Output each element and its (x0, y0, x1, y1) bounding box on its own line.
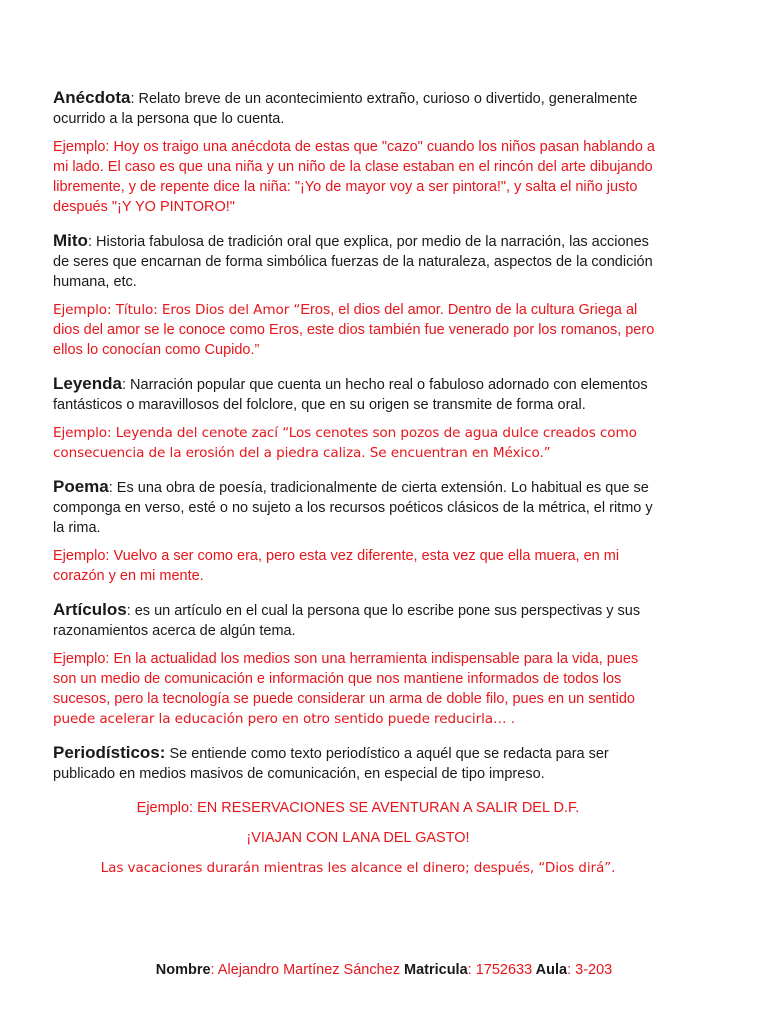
entry-periodisticos (53, 743, 663, 784)
entry-leyenda (53, 374, 663, 463)
definition-poema (53, 477, 663, 538)
example-mito (53, 300, 663, 360)
news-example-line-2: ¡VIAJAN CON LANA DEL GASTO! (246, 830, 470, 846)
news-example-line-3: Las vacaciones durarán mientras les alcance el dinero; después, “Dios dirá”. (100, 860, 616, 876)
matricula-value: : 1752633 (467, 962, 533, 978)
aula-value: : 3-203 (567, 962, 613, 978)
entry-articulos (53, 600, 663, 729)
example-text: Eros, el dios del amor. Dentro de la cultura Griega al dios del amor se le conoce como Eros, este dios también fue venerado por los romanos, pero ellos lo conocían como Cupido.” (53, 302, 655, 358)
aula-label: Aula (532, 962, 568, 978)
example-poema: Ejemplo: Vuelvo a ser como era, pero esta vez diferente, esta vez que ella muera, en mi corazón y en mi mente. (53, 548, 620, 584)
definition-periodisticos (53, 743, 663, 784)
term-leyenda: Leyenda (53, 374, 122, 393)
definition-text: : Es una obra de poesía, tradicionalmente de cierta extensión. Lo habitual es que se componga en verso, esté o no sujeto a los recursos poéticos clásicos de la métrica, el ritmo y la rima. (53, 480, 653, 536)
entry-mito (53, 231, 663, 360)
definition-text: : es un artículo en el cual la persona que lo escribe pone sus perspectivas y sus razonamientos acerca de algún tema. (53, 603, 641, 639)
definition-text: : Narración popular que cuenta un hecho real o fabuloso adornado con elementos fantásticos o maravillosos del folclore, que en su origen se transmite de forma oral. (53, 377, 648, 413)
news-example (53, 798, 663, 878)
example-tail: puede acelerar la educación pero en otro sentido puede reducirla… . (53, 711, 515, 727)
document-body (53, 88, 663, 888)
definition-anecdota (53, 88, 663, 129)
term-anecdota: Anécdota (53, 88, 131, 107)
example-articulos (53, 649, 663, 729)
example-anecdota: Ejemplo: Hoy os traigo una anécdota de estas que "cazo" cuando los niños pasan hablando a mi lado. El caso es que una niña y un niño de la clase estaban en el rincón del arte dibujando libremente, y de repente dice la niña: "¡Yo de mayor voy a ser pintora!", y salta el niño justo después "¡Y YO PINTORO!" (53, 139, 655, 215)
definition-leyenda (53, 374, 663, 415)
definition-text: : Historia fabulosa de tradición oral que explica, por medio de la narración, las acciones de seres que encarnan de forma simbólica fuerzas de la naturaleza, aspectos de la condición humana, etc. (53, 234, 653, 290)
term-periodisticos: Periodísticos: (53, 743, 166, 762)
entry-anecdota (53, 88, 663, 217)
student-info-footer (0, 960, 768, 980)
term-poema: Poema (53, 477, 109, 496)
example-leyenda: Ejemplo: Leyenda del cenote zací “Los cenotes son pozos de agua dulce creados como consecuencia de la erosión del a piedra caliza. Se encuentran en México.” (53, 425, 637, 461)
example-text: Ejemplo: En la actualidad los medios son una herramienta indispensable para la vida, pues son un medio de comunicación e información que nos mantiene informados de todos los sucesos, pero la tecnología se puede considerar un arma de doble filo, pues en un sentido (53, 651, 639, 707)
definition-text: Se entiende como texto periodístico a aquél que se redacta para ser publicado en medios masivos de comunicación, en especial de tipo impreso. (53, 746, 609, 782)
definition-mito (53, 231, 663, 292)
definition-articulos (53, 600, 663, 641)
example-prefix: Ejemplo: Título: Eros Dios del Amor “ (53, 302, 301, 318)
name-label: Nombre (155, 962, 211, 978)
news-example-line-1: Ejemplo: EN RESERVACIONES SE AVENTURAN A SALIR DEL D.F. (136, 800, 580, 816)
name-value: : Alejandro Martínez Sánchez (210, 962, 400, 978)
term-articulos: Artículos (53, 600, 127, 619)
entry-poema (53, 477, 663, 586)
matricula-label: Matricula (399, 962, 468, 978)
term-mito: Mito (53, 231, 88, 250)
definition-text: : Relato breve de un acontecimiento extraño, curioso o divertido, generalmente ocurrido a la persona que lo cuenta. (53, 91, 638, 127)
